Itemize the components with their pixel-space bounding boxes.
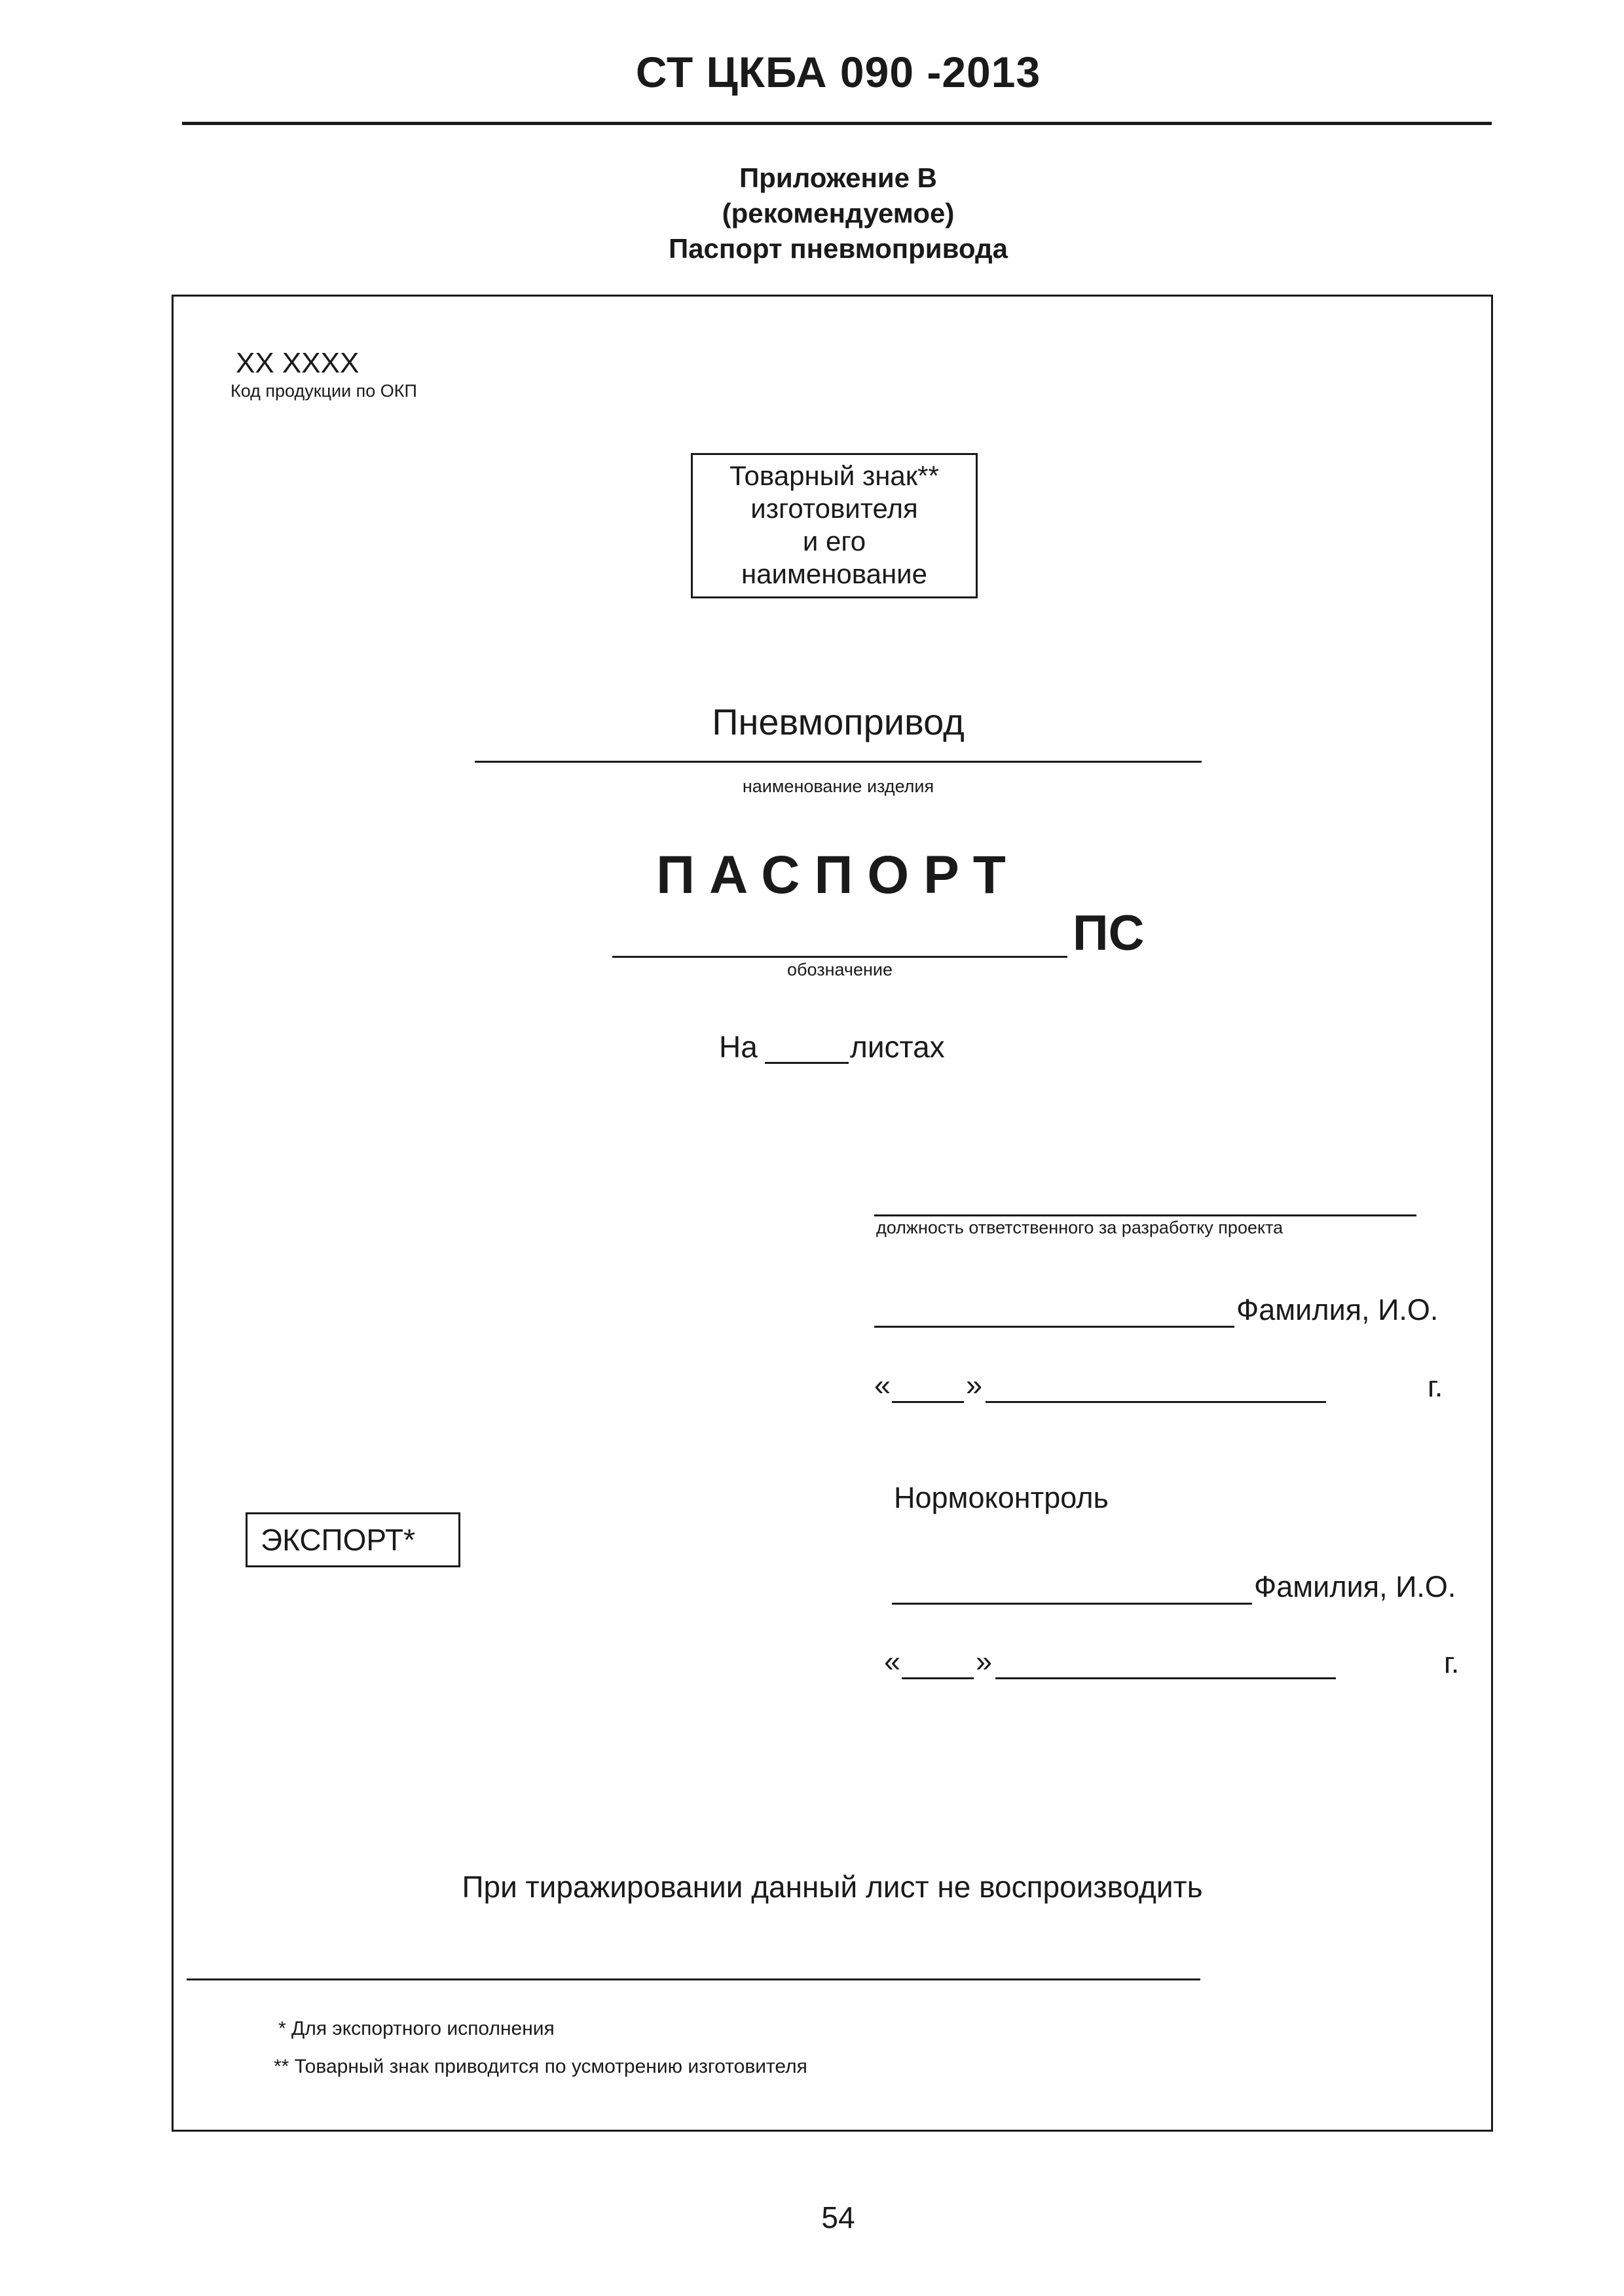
year-suffix-2: г. [1444,1646,1460,1679]
appendix-name: Паспорт пневмопривода [668,233,1008,264]
signature-line-2 [892,1603,1252,1605]
sheets-count-line [765,1062,849,1064]
date-month-line-2 [995,1677,1336,1679]
trademark-line: Товарный знак** [729,460,939,491]
designation-line [612,956,1067,958]
sheets-suffix: листах [850,1030,945,1064]
sheets-prefix: На [719,1030,758,1064]
position-caption: должность ответственного за разработку проекта [876,1218,1283,1237]
header-rule [182,122,1492,125]
product-name-caption: наименование изделия [742,776,934,796]
year-suffix-1: г. [1428,1370,1443,1403]
date-day-line-1 [892,1401,964,1403]
page-number: 54 [821,2200,855,2234]
footnote-export: * Для экспортного исполнения [278,2018,555,2039]
date-month-line-1 [986,1401,1326,1403]
date-open-quote-2: « [884,1645,901,1678]
date-close-quote-2: » [976,1645,993,1678]
date-day-line-2 [902,1677,974,1679]
document-code: СТ ЦКБА 090 -2013 [635,48,1041,96]
date-close-quote-1: » [966,1368,983,1402]
signature-line-1 [874,1326,1234,1328]
footnote-trademark: ** Товарный знак приводится по усмотрению изготовителя [274,2056,807,2077]
export-box [246,1512,460,1567]
passport-title: ПАСПОРТ [656,845,1020,905]
designation-caption: обозначение [787,960,893,979]
product-code: ХХ ХХХХ [236,347,360,379]
trademark-line: изготовителя [750,493,918,524]
trademark-line: и его [802,526,866,556]
norm-control-label: Нормоконтроль [894,1481,1109,1514]
product-code-caption: Код продукции по ОКП [231,381,417,401]
appendix-title: Приложение В [739,162,938,193]
product-name-line [475,761,1202,763]
name-placeholder-1: Фамилия, И.О. [1236,1293,1439,1326]
passport-suffix: ПС [1073,905,1145,961]
product-name: Пневмопривод [712,701,965,742]
name-placeholder-2: Фамилия, И.О. [1254,1570,1456,1603]
appendix-status: (рекомендуемое) [722,198,955,228]
export-label: ЭКСПОРТ* [261,1523,416,1557]
footnote-separator [187,1978,1200,1980]
position-line [874,1214,1416,1216]
trademark-box [691,453,978,598]
trademark-line: наименование [741,558,927,589]
no-reproduce-notice: При тиражировании данный лист не воспроизводить [462,1870,1203,1904]
date-open-quote-1: « [874,1368,891,1402]
